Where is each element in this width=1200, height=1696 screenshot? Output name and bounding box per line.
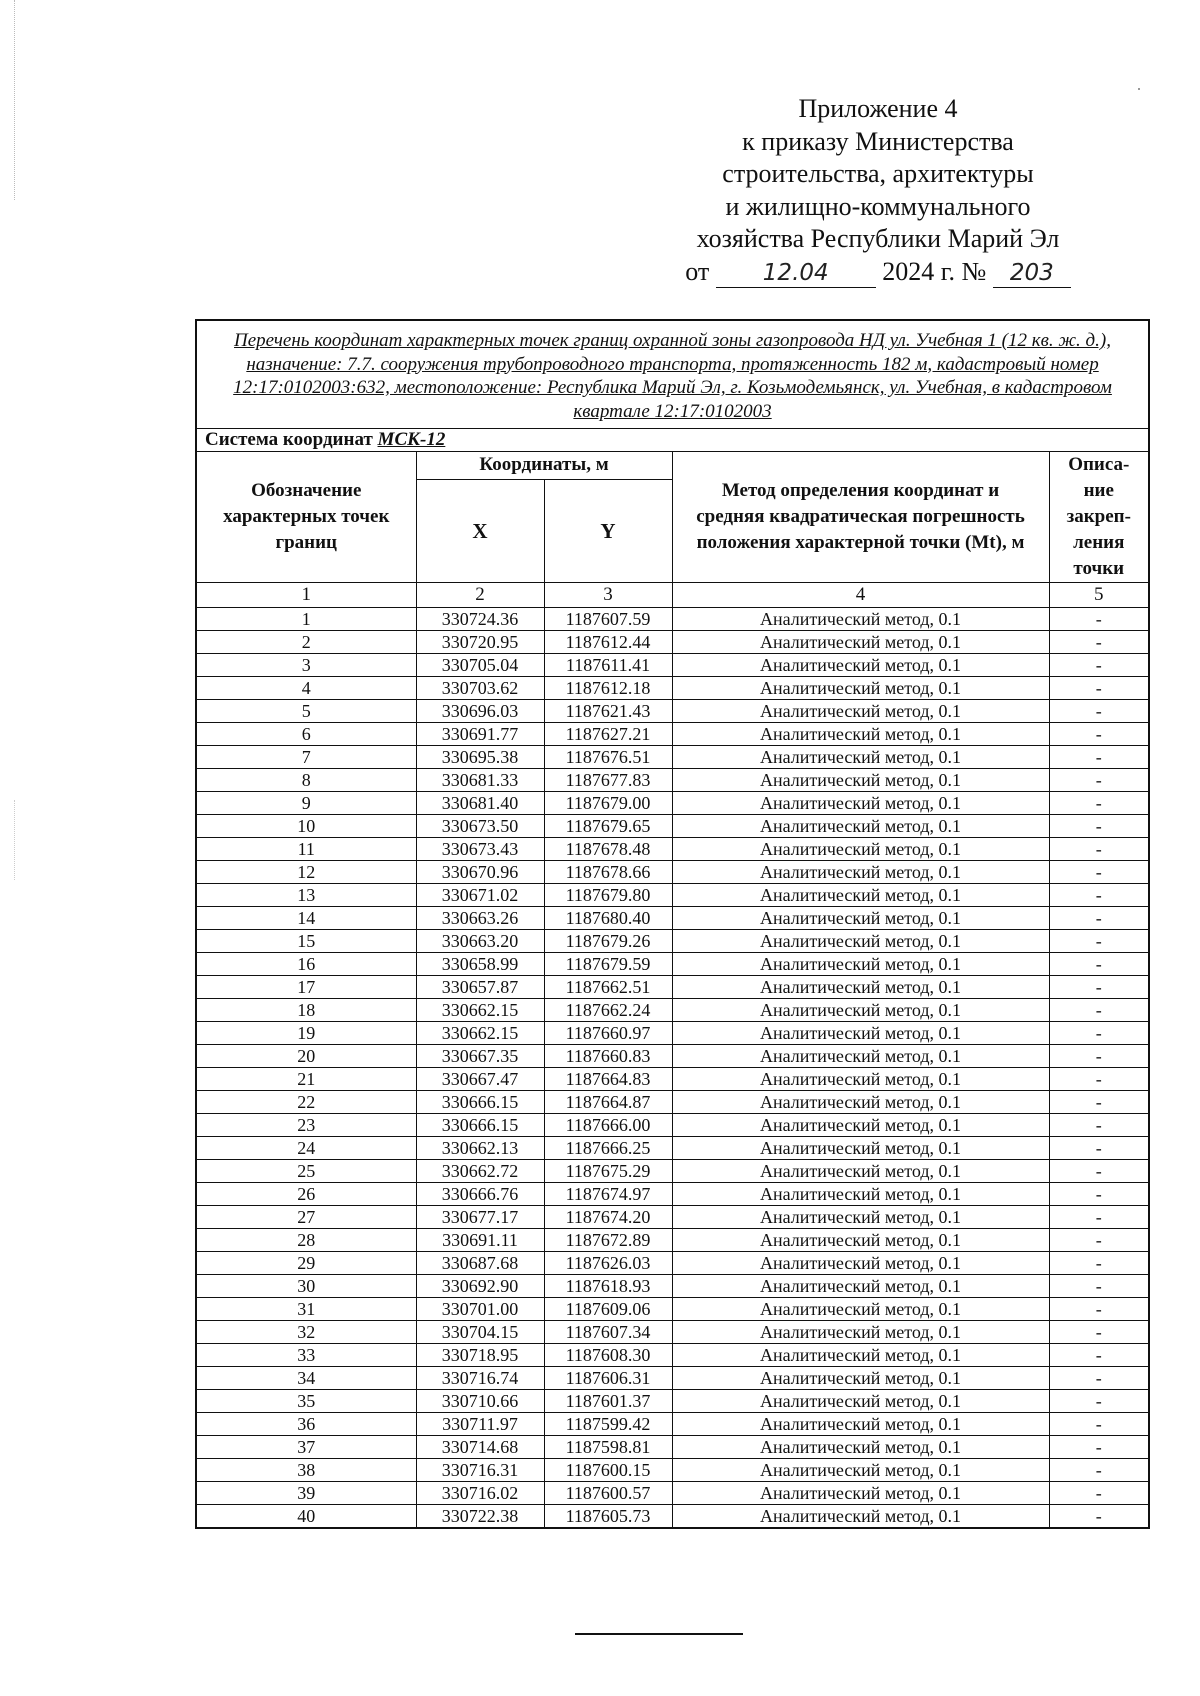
table-row [196, 1505, 1149, 1529]
description-cell: - [1049, 746, 1149, 769]
description-cell: - [1049, 654, 1149, 677]
x-coordinate-cell: 330691.77 [416, 723, 544, 746]
description-cell: - [1049, 838, 1149, 861]
column-number: 2 [416, 583, 544, 608]
y-coordinate-cell: 1187607.34 [544, 1321, 672, 1344]
x-coordinate-cell: 330663.26 [416, 907, 544, 930]
table-row [196, 1436, 1149, 1459]
description-cell: - [1049, 1413, 1149, 1436]
header-x: X [416, 479, 544, 582]
point-number-cell: 19 [196, 1022, 416, 1045]
description-cell: - [1049, 884, 1149, 907]
description-cell: - [1049, 1482, 1149, 1505]
table-row [196, 654, 1149, 677]
description-cell: - [1049, 907, 1149, 930]
table-row [196, 976, 1149, 999]
point-number-cell: 5 [196, 700, 416, 723]
table-row [196, 1459, 1149, 1482]
table-row [196, 631, 1149, 654]
point-number-cell: 14 [196, 907, 416, 930]
header-line: и жилищно-коммунального [725, 191, 1031, 221]
point-number-cell: 39 [196, 1482, 416, 1505]
description-cell: - [1049, 1022, 1149, 1045]
method-cell: Аналитический метод, 0.1 [672, 1045, 1049, 1068]
header-line: Приложение 4 [798, 94, 958, 123]
x-coordinate-cell: 330663.20 [416, 930, 544, 953]
description-cell: - [1049, 792, 1149, 815]
y-coordinate-cell: 1187608.30 [544, 1344, 672, 1367]
table-row [196, 1367, 1149, 1390]
x-coordinate-cell: 330710.66 [416, 1390, 544, 1413]
x-coordinate-cell: 330667.47 [416, 1068, 544, 1091]
description-cell: - [1049, 1367, 1149, 1390]
description-cell: - [1049, 1505, 1149, 1529]
y-coordinate-cell: 1187600.57 [544, 1482, 672, 1505]
x-coordinate-cell: 330666.76 [416, 1183, 544, 1206]
y-coordinate-cell: 1187607.59 [544, 608, 672, 631]
method-cell: Аналитический метод, 0.1 [672, 1229, 1049, 1252]
y-coordinate-cell: 1187680.40 [544, 907, 672, 930]
coordinate-system-value: МСК-12 [377, 429, 446, 450]
method-cell: Аналитический метод, 0.1 [672, 976, 1049, 999]
description-cell: - [1049, 608, 1149, 631]
x-coordinate-cell: 330695.38 [416, 746, 544, 769]
table-row [196, 1298, 1149, 1321]
description-cell: - [1049, 953, 1149, 976]
description-cell: - [1049, 1183, 1149, 1206]
method-cell: Аналитический метод, 0.1 [672, 838, 1049, 861]
description-cell: - [1049, 723, 1149, 746]
method-cell: Аналитический метод, 0.1 [672, 1459, 1049, 1482]
header-line: строительства, архитектуры [722, 159, 1034, 188]
x-coordinate-cell: 330691.11 [416, 1229, 544, 1252]
x-coordinate-cell: 330681.40 [416, 792, 544, 815]
table-row [196, 1068, 1149, 1091]
y-coordinate-cell: 1187618.93 [544, 1275, 672, 1298]
y-coordinate-cell: 1187601.37 [544, 1390, 672, 1413]
method-cell: Аналитический метод, 0.1 [672, 1275, 1049, 1298]
description-cell: - [1049, 999, 1149, 1022]
point-number-cell: 30 [196, 1275, 416, 1298]
method-cell: Аналитический метод, 0.1 [672, 815, 1049, 838]
table-row [196, 907, 1149, 930]
point-number-cell: 29 [196, 1252, 416, 1275]
x-coordinate-cell: 330704.15 [416, 1321, 544, 1344]
y-coordinate-cell: 1187677.83 [544, 769, 672, 792]
x-coordinate-cell: 330666.15 [416, 1091, 544, 1114]
method-cell: Аналитический метод, 0.1 [672, 792, 1049, 815]
method-cell: Аналитический метод, 0.1 [672, 1252, 1049, 1275]
x-coordinate-cell: 330673.50 [416, 815, 544, 838]
table-row [196, 792, 1149, 815]
y-coordinate-cell: 1187679.59 [544, 953, 672, 976]
table-row [196, 1275, 1149, 1298]
scan-edge-mark [14, 800, 16, 880]
method-cell: Аналитический метод, 0.1 [672, 746, 1049, 769]
method-cell: Аналитический метод, 0.1 [672, 1436, 1049, 1459]
point-number-cell: 8 [196, 769, 416, 792]
x-coordinate-cell: 330724.36 [416, 608, 544, 631]
y-coordinate-cell: 1187621.43 [544, 700, 672, 723]
description-cell: - [1049, 815, 1149, 838]
point-number-cell: 31 [196, 1298, 416, 1321]
x-coordinate-cell: 330705.04 [416, 654, 544, 677]
table-row [196, 1045, 1149, 1068]
order-date-line [668, 256, 1088, 289]
description-cell: - [1049, 769, 1149, 792]
method-cell: Аналитический метод, 0.1 [672, 1390, 1049, 1413]
point-number-cell: 35 [196, 1390, 416, 1413]
description-cell: - [1049, 700, 1149, 723]
date-prefix: от [685, 256, 710, 286]
table-row [196, 723, 1149, 746]
point-number-cell: 27 [196, 1206, 416, 1229]
header-coords: Координаты, м [416, 452, 672, 480]
point-number-cell: 4 [196, 677, 416, 700]
method-cell: Аналитический метод, 0.1 [672, 700, 1049, 723]
method-cell: Аналитический метод, 0.1 [672, 654, 1049, 677]
method-cell: Аналитический метод, 0.1 [672, 631, 1049, 654]
point-number-cell: 3 [196, 654, 416, 677]
table-row [196, 746, 1149, 769]
table-caption [196, 320, 1149, 429]
table-row [196, 861, 1149, 884]
handwritten-order-number: 203 [993, 259, 1071, 288]
footer-rule [575, 1633, 743, 1635]
y-coordinate-cell: 1187662.24 [544, 999, 672, 1022]
method-cell: Аналитический метод, 0.1 [672, 1298, 1049, 1321]
point-number-cell: 16 [196, 953, 416, 976]
year-text: 2024 г. № [882, 256, 987, 286]
method-cell: Аналитический метод, 0.1 [672, 1505, 1049, 1529]
method-cell: Аналитический метод, 0.1 [672, 1022, 1049, 1045]
description-cell: - [1049, 1436, 1149, 1459]
method-cell: Аналитический метод, 0.1 [672, 1344, 1049, 1367]
table-row [196, 1390, 1149, 1413]
y-coordinate-cell: 1187611.41 [544, 654, 672, 677]
y-coordinate-cell: 1187598.81 [544, 1436, 672, 1459]
description-cell: - [1049, 861, 1149, 884]
point-number-cell: 18 [196, 999, 416, 1022]
description-cell: - [1049, 1091, 1149, 1114]
description-cell: - [1049, 1229, 1149, 1252]
x-coordinate-cell: 330718.95 [416, 1344, 544, 1367]
point-number-cell: 23 [196, 1114, 416, 1137]
x-coordinate-cell: 330673.43 [416, 838, 544, 861]
point-number-cell: 15 [196, 930, 416, 953]
method-cell: Аналитический метод, 0.1 [672, 1367, 1049, 1390]
method-cell: Аналитический метод, 0.1 [672, 907, 1049, 930]
x-coordinate-cell: 330662.72 [416, 1160, 544, 1183]
x-coordinate-cell: 330722.38 [416, 1505, 544, 1529]
point-number-cell: 38 [196, 1459, 416, 1482]
table-row [196, 1091, 1149, 1114]
method-cell: Аналитический метод, 0.1 [672, 1068, 1049, 1091]
header-line: хозяйства Республики Марий Эл [696, 224, 1060, 253]
point-number-cell: 13 [196, 884, 416, 907]
x-coordinate-cell: 330711.97 [416, 1413, 544, 1436]
method-cell: Аналитический метод, 0.1 [672, 608, 1049, 631]
x-coordinate-cell: 330671.02 [416, 884, 544, 907]
point-number-cell: 22 [196, 1091, 416, 1114]
x-coordinate-cell: 330701.00 [416, 1298, 544, 1321]
point-number-cell: 28 [196, 1229, 416, 1252]
y-coordinate-cell: 1187660.83 [544, 1045, 672, 1068]
y-coordinate-cell: 1187678.66 [544, 861, 672, 884]
point-number-cell: 24 [196, 1137, 416, 1160]
table-row [196, 1137, 1149, 1160]
header-method: Метод определения координат и средняя квадратическая погрешность положения характерной точки (Mt), м [672, 452, 1049, 583]
y-coordinate-cell: 1187664.87 [544, 1091, 672, 1114]
description-cell: - [1049, 1137, 1149, 1160]
y-coordinate-cell: 1187679.00 [544, 792, 672, 815]
method-cell: Аналитический метод, 0.1 [672, 953, 1049, 976]
method-cell: Аналитический метод, 0.1 [672, 999, 1049, 1022]
x-coordinate-cell: 330657.87 [416, 976, 544, 999]
method-cell: Аналитический метод, 0.1 [672, 1160, 1049, 1183]
description-cell: - [1049, 1321, 1149, 1344]
y-coordinate-cell: 1187674.97 [544, 1183, 672, 1206]
table-row [196, 677, 1149, 700]
method-cell: Аналитический метод, 0.1 [672, 677, 1049, 700]
table-row [196, 1482, 1149, 1505]
point-number-cell: 1 [196, 608, 416, 631]
coordinates-table [195, 319, 1150, 1529]
table-row [196, 1206, 1149, 1229]
column-number: 4 [672, 583, 1049, 608]
coordinate-system [196, 429, 1149, 452]
point-number-cell: 2 [196, 631, 416, 654]
description-cell: - [1049, 1160, 1149, 1183]
method-cell: Аналитический метод, 0.1 [672, 769, 1049, 792]
point-number-cell: 34 [196, 1367, 416, 1390]
method-cell: Аналитический метод, 0.1 [672, 930, 1049, 953]
point-number-cell: 40 [196, 1505, 416, 1529]
point-number-cell: 33 [196, 1344, 416, 1367]
table-row [196, 1413, 1149, 1436]
description-cell: - [1049, 1459, 1149, 1482]
x-coordinate-cell: 330716.74 [416, 1367, 544, 1390]
scan-speck [1138, 88, 1140, 90]
table-row [196, 953, 1149, 976]
table-row [196, 608, 1149, 631]
description-cell: - [1049, 677, 1149, 700]
x-coordinate-cell: 330662.13 [416, 1137, 544, 1160]
table-row [196, 884, 1149, 907]
description-cell: - [1049, 976, 1149, 999]
y-coordinate-cell: 1187666.25 [544, 1137, 672, 1160]
point-number-cell: 9 [196, 792, 416, 815]
x-coordinate-cell: 330666.15 [416, 1114, 544, 1137]
header-description: Описа-ние закреп-ления точки [1049, 452, 1149, 583]
point-number-cell: 26 [196, 1183, 416, 1206]
table-row [196, 1114, 1149, 1137]
description-cell: - [1049, 1206, 1149, 1229]
x-coordinate-cell: 330720.95 [416, 631, 544, 654]
x-coordinate-cell: 330716.02 [416, 1482, 544, 1505]
x-coordinate-cell: 330667.35 [416, 1045, 544, 1068]
y-coordinate-cell: 1187662.51 [544, 976, 672, 999]
table-row [196, 1160, 1149, 1183]
description-cell: - [1049, 1390, 1149, 1413]
table-row [196, 999, 1149, 1022]
x-coordinate-cell: 330716.31 [416, 1459, 544, 1482]
x-coordinate-cell: 330687.68 [416, 1252, 544, 1275]
table-row [196, 1321, 1149, 1344]
appendix-header [668, 93, 1088, 288]
table-row [196, 700, 1149, 723]
method-cell: Аналитический метод, 0.1 [672, 861, 1049, 884]
x-coordinate-cell: 330662.15 [416, 999, 544, 1022]
header-y: Y [544, 479, 672, 582]
y-coordinate-cell: 1187599.42 [544, 1413, 672, 1436]
y-coordinate-cell: 1187660.97 [544, 1022, 672, 1045]
x-coordinate-cell: 330670.96 [416, 861, 544, 884]
description-cell: - [1049, 1252, 1149, 1275]
y-coordinate-cell: 1187666.00 [544, 1114, 672, 1137]
y-coordinate-cell: 1187626.03 [544, 1252, 672, 1275]
table-row [196, 1344, 1149, 1367]
x-coordinate-cell: 330714.68 [416, 1436, 544, 1459]
description-cell: - [1049, 1298, 1149, 1321]
table-row [196, 1252, 1149, 1275]
point-number-cell: 36 [196, 1413, 416, 1436]
y-coordinate-cell: 1187676.51 [544, 746, 672, 769]
table-row [196, 1022, 1149, 1045]
point-number-cell: 20 [196, 1045, 416, 1068]
method-cell: Аналитический метод, 0.1 [672, 1091, 1049, 1114]
point-number-cell: 21 [196, 1068, 416, 1091]
x-coordinate-cell: 330692.90 [416, 1275, 544, 1298]
y-coordinate-cell: 1187612.18 [544, 677, 672, 700]
header-line: к приказу Министерства [742, 126, 1014, 156]
method-cell: Аналитический метод, 0.1 [672, 884, 1049, 907]
description-cell: - [1049, 1068, 1149, 1091]
method-cell: Аналитический метод, 0.1 [672, 1321, 1049, 1344]
point-number-cell: 32 [196, 1321, 416, 1344]
table-row [196, 1183, 1149, 1206]
method-cell: Аналитический метод, 0.1 [672, 1183, 1049, 1206]
y-coordinate-cell: 1187672.89 [544, 1229, 672, 1252]
method-cell: Аналитический метод, 0.1 [672, 1482, 1049, 1505]
y-coordinate-cell: 1187600.15 [544, 1459, 672, 1482]
table-caption-text: Перечень координат характерных точек границ охранной зоны газопровода НД ул. Учебная 1 (12 кв. ж. д.), назначение: 7.7. сооружения трубопроводного транспорта, протяженность 182 м, кадастровый номер 12:17:0102003:632, местоположение: Республика Марий Эл, г. Козьмодемьянск, ул. Учебная, в кадастровом квартале 12:17:0102003 [233, 330, 1112, 422]
y-coordinate-cell: 1187605.73 [544, 1505, 672, 1529]
table-row [196, 930, 1149, 953]
point-number-cell: 10 [196, 815, 416, 838]
description-cell: - [1049, 631, 1149, 654]
column-number: 3 [544, 583, 672, 608]
description-cell: - [1049, 1275, 1149, 1298]
method-cell: Аналитический метод, 0.1 [672, 1413, 1049, 1436]
handwritten-date: 12.04 [716, 259, 876, 288]
point-number-cell: 37 [196, 1436, 416, 1459]
description-cell: - [1049, 930, 1149, 953]
x-coordinate-cell: 330658.99 [416, 953, 544, 976]
column-numbers-row [196, 583, 1149, 608]
point-number-cell: 11 [196, 838, 416, 861]
description-cell: - [1049, 1344, 1149, 1367]
y-coordinate-cell: 1187606.31 [544, 1367, 672, 1390]
point-number-cell: 7 [196, 746, 416, 769]
method-cell: Аналитический метод, 0.1 [672, 723, 1049, 746]
x-coordinate-cell: 330696.03 [416, 700, 544, 723]
table-row [196, 815, 1149, 838]
x-coordinate-cell: 330677.17 [416, 1206, 544, 1229]
method-cell: Аналитический метод, 0.1 [672, 1137, 1049, 1160]
table-row [196, 769, 1149, 792]
header-point: Обозначение характерных точек границ [196, 452, 416, 583]
y-coordinate-cell: 1187679.26 [544, 930, 672, 953]
point-number-cell: 12 [196, 861, 416, 884]
point-number-cell: 17 [196, 976, 416, 999]
point-number-cell: 6 [196, 723, 416, 746]
scan-edge-mark [14, 0, 16, 200]
table-row [196, 838, 1149, 861]
y-coordinate-cell: 1187679.80 [544, 884, 672, 907]
y-coordinate-cell: 1187627.21 [544, 723, 672, 746]
table-row [196, 1229, 1149, 1252]
y-coordinate-cell: 1187612.44 [544, 631, 672, 654]
coordinate-system-label: Система координат [205, 429, 373, 450]
y-coordinate-cell: 1187678.48 [544, 838, 672, 861]
point-number-cell: 25 [196, 1160, 416, 1183]
column-number: 5 [1049, 583, 1149, 608]
y-coordinate-cell: 1187674.20 [544, 1206, 672, 1229]
method-cell: Аналитический метод, 0.1 [672, 1114, 1049, 1137]
description-cell: - [1049, 1114, 1149, 1137]
description-cell: - [1049, 1045, 1149, 1068]
y-coordinate-cell: 1187679.65 [544, 815, 672, 838]
y-coordinate-cell: 1187609.06 [544, 1298, 672, 1321]
y-coordinate-cell: 1187675.29 [544, 1160, 672, 1183]
x-coordinate-cell: 330681.33 [416, 769, 544, 792]
column-number: 1 [196, 583, 416, 608]
method-cell: Аналитический метод, 0.1 [672, 1206, 1049, 1229]
y-coordinate-cell: 1187664.83 [544, 1068, 672, 1091]
x-coordinate-cell: 330703.62 [416, 677, 544, 700]
x-coordinate-cell: 330662.15 [416, 1022, 544, 1045]
